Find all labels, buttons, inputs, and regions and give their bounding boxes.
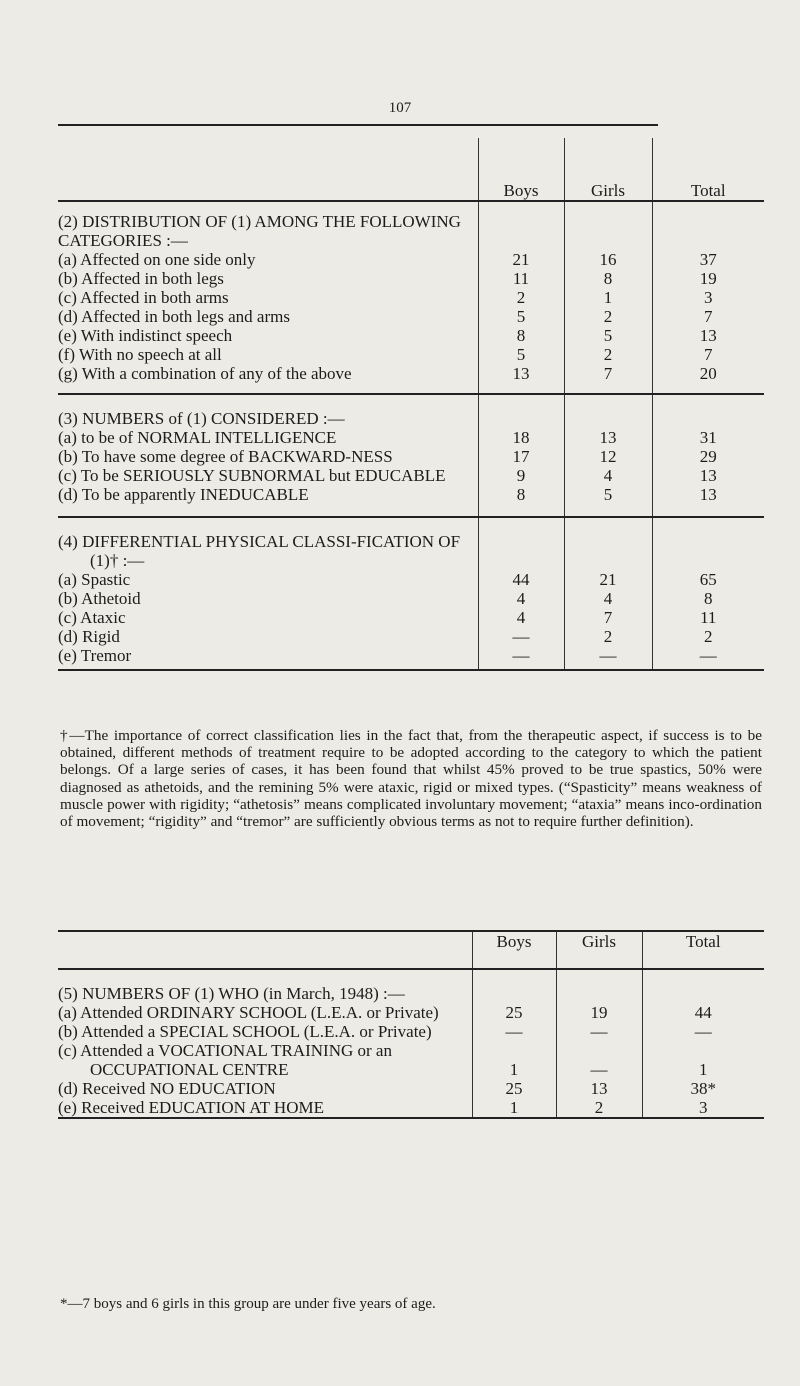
cell-boys: 18 (478, 428, 564, 447)
cell-total: — (652, 646, 764, 670)
cell-boys: 13 (478, 364, 564, 394)
cell-total: 31 (652, 428, 764, 447)
cell-girls: — (556, 1022, 642, 1041)
cell-total: 2 (652, 627, 764, 646)
table1-top-rule (58, 124, 658, 126)
cell-boys: 1 (472, 1098, 556, 1118)
row-label: (a) Affected on one side only (58, 250, 256, 269)
table-row (58, 608, 764, 627)
table-row (58, 269, 764, 288)
cell-boys: — (478, 627, 564, 646)
table-row (58, 288, 764, 307)
cell-girls: 13 (564, 428, 652, 447)
table-row (58, 428, 764, 447)
page-number: 107 (388, 100, 412, 116)
cell-boys: 25 (472, 1003, 556, 1022)
cell-girls: 16 (564, 250, 652, 269)
cell-girls: 4 (564, 466, 652, 485)
header-boys: Boys (472, 932, 556, 969)
cell-boys: — (478, 646, 564, 670)
cell-girls: 7 (564, 364, 652, 394)
table-row (58, 345, 764, 364)
cell-total: 13 (652, 485, 764, 517)
cell-total: 44 (642, 1003, 764, 1022)
cell-girls: 5 (564, 485, 652, 517)
row-label: (c) Attended a VOCATIONAL TRAINING or an OCCUPATIONAL CENTRE (58, 1041, 392, 1079)
cell-boys: 5 (478, 307, 564, 326)
row-label: (c) Affected in both arms (58, 288, 229, 307)
table-row (58, 250, 764, 269)
row-label: (f) With no speech at all (58, 345, 222, 364)
cell-total: 3 (642, 1098, 764, 1118)
cell-girls: — (564, 646, 652, 670)
cell-boys: 11 (478, 269, 564, 288)
cell-boys: 44 (478, 570, 564, 589)
cell-girls: 2 (564, 627, 652, 646)
cell-girls: 12 (564, 447, 652, 466)
table-row (58, 466, 764, 485)
row-label: (b) Athetoid (58, 589, 141, 608)
table2-header-row (58, 932, 764, 969)
table-row (58, 646, 764, 670)
cell-boys: 1 (472, 1041, 556, 1079)
section-title: (2) DISTRIBUTION OF (1) AMONG THE FOLLOWING CATEGORIES :— (58, 212, 461, 250)
cell-boys: — (472, 1022, 556, 1041)
section-title: (3) NUMBERS of (1) CONSIDERED :— (58, 394, 478, 428)
cell-boys: 17 (478, 447, 564, 466)
row-label: (c) Ataxic (58, 608, 126, 627)
table-row (58, 364, 764, 394)
cell-total: 37 (652, 250, 764, 269)
table-row (58, 1041, 764, 1079)
table-row (58, 447, 764, 466)
cell-girls: — (556, 1041, 642, 1079)
cell-girls: 19 (556, 1003, 642, 1022)
footnote-dagger: †—The importance of correct classification lies in the fact that, from the therapeutic aspect, if success is to be obtained, different methods of treatment require to be adopted according to the category to which the patient belongs. Of a large series of cases, it has been found that whilst 45% proved to be true spastics, 50% were diagnosed as athetoids, and the remining 5% were ataxic, rigid or mixed types. (“Spasticity” means weakness of muscle power with rigidity; “athetosis” means complicated involuntary movement; “ataxia” means inco-ordination of movement; “rigidity” and “tremor” are sufficiently obvious terms as not to require further definition). (60, 727, 762, 831)
cell-total: 65 (652, 570, 764, 589)
cell-girls: 7 (564, 608, 652, 627)
header-boys: Boys (478, 138, 564, 201)
section-title: (5) NUMBERS OF (1) WHO (in March, 1948) :— (58, 984, 405, 1003)
cell-boys: 4 (478, 589, 564, 608)
section-title: (4) DIFFERENTIAL PHYSICAL CLASSI-FICATION OF (1)† :— (58, 532, 461, 570)
cell-total: 3 (652, 288, 764, 307)
cell-total: — (642, 1022, 764, 1041)
table1 (58, 138, 764, 671)
cell-girls: 2 (556, 1098, 642, 1118)
cell-girls: 4 (564, 589, 652, 608)
cell-total: 7 (652, 307, 764, 326)
cell-total: 29 (652, 447, 764, 466)
cell-boys: 8 (478, 485, 564, 517)
row-label: (a) to be of NORMAL INTELLIGENCE (58, 428, 337, 447)
cell-girls: 8 (564, 269, 652, 288)
cell-girls: 1 (564, 288, 652, 307)
cell-boys: 21 (478, 250, 564, 269)
table-row (58, 627, 764, 646)
cell-total: 13 (652, 466, 764, 485)
table-row (58, 1003, 764, 1022)
row-label: (g) With a combination of any of the above (58, 364, 352, 383)
footnote-star: *—7 boys and 6 girls in this group are under five years of age. (60, 1296, 436, 1312)
row-label: (e) With indistinct speech (58, 326, 233, 345)
header-total: Total (642, 932, 764, 969)
row-label: (b) To have some degree of BACKWARD-NESS (58, 447, 393, 466)
cell-total: 11 (652, 608, 764, 627)
table-row (58, 326, 764, 345)
row-label: (e) Tremor (58, 646, 132, 665)
table-row (58, 1022, 764, 1041)
table-row (58, 485, 764, 517)
row-label: (b) Attended a SPECIAL SCHOOL (L.E.A. or Private) (58, 1022, 432, 1041)
header-girls: Girls (556, 932, 642, 969)
cell-total: 38* (642, 1079, 764, 1098)
cell-boys: 9 (478, 466, 564, 485)
row-label: (d) Received NO EDUCATION (58, 1079, 276, 1098)
cell-total: 13 (652, 326, 764, 345)
cell-girls: 13 (556, 1079, 642, 1098)
cell-total: 8 (652, 589, 764, 608)
header-girls: Girls (564, 138, 652, 201)
row-label: (e) Received EDUCATION AT HOME (58, 1098, 324, 1117)
table-row (58, 307, 764, 326)
row-label: (a) Spastic (58, 570, 131, 589)
cell-total: 7 (652, 345, 764, 364)
row-label: (d) To be apparently INEDUCABLE (58, 485, 309, 504)
cell-girls: 2 (564, 307, 652, 326)
table-row (58, 1098, 764, 1118)
cell-boys: 4 (478, 608, 564, 627)
header-total: Total (652, 138, 764, 201)
row-label: (a) Attended ORDINARY SCHOOL (L.E.A. or Private) (58, 1003, 439, 1022)
table-row (58, 589, 764, 608)
cell-boys: 2 (478, 288, 564, 307)
table1-header-row (58, 138, 764, 201)
cell-total: 1 (642, 1041, 764, 1079)
cell-boys: 25 (472, 1079, 556, 1098)
row-label: (b) Affected in both legs (58, 269, 224, 288)
table-row (58, 570, 764, 589)
table-row (58, 1079, 764, 1098)
cell-total: 19 (652, 269, 764, 288)
cell-girls: 5 (564, 326, 652, 345)
cell-girls: 21 (564, 570, 652, 589)
row-label: (d) Rigid (58, 627, 120, 646)
table2 (58, 932, 764, 1119)
cell-boys: 5 (478, 345, 564, 364)
row-label: (c) To be SERIOUSLY SUBNORMAL but EDUCABLE (58, 466, 446, 485)
cell-girls: 2 (564, 345, 652, 364)
cell-boys: 8 (478, 326, 564, 345)
row-label: (d) Affected in both legs and arms (58, 307, 290, 326)
cell-total: 20 (652, 364, 764, 394)
